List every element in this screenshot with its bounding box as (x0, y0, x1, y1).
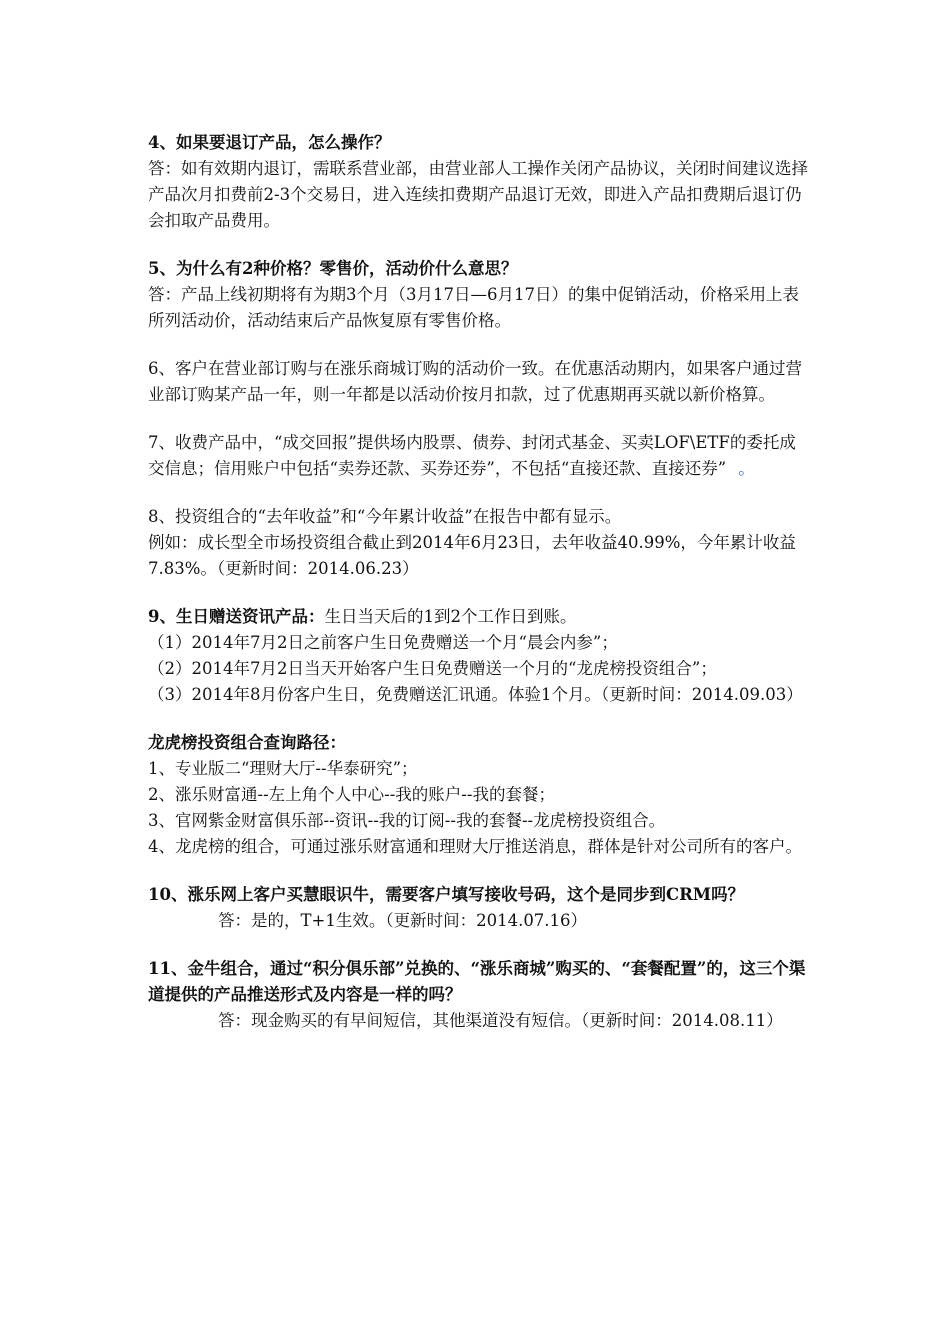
question-11: 11、金牛组合，通过“积分俱乐部”兑换的、“涨乐商城”购买的、“套餐配置”的，这三个渠道提供的产品推送形式及内容是一样的吗？ (148, 959, 806, 1004)
faq-item-9 (148, 604, 808, 708)
paragraph-8: 8、投资组合的“去年收益”和“今年累计收益”在报告中都有显示。 (148, 507, 622, 526)
paragraph-7-text: 7、收费产品中，“成交回报”提供场内股票、债券、封闭式基金、买卖LOF\ETF的委托成交信息；信用账户中包括“卖券还款、买券还券”，不包括“直接还款、直接还券” (148, 433, 796, 478)
query-path-heading: 龙虎榜投资组合查询路径： (148, 733, 346, 752)
query-path-3: 3、官网紫金财富俱乐部--资讯--我的订阅--我的套餐--龙虎榜投资组合。 (148, 811, 666, 830)
faq-item-8 (148, 504, 808, 582)
answer-11: 答：现金购买的有早间短信，其他渠道没有短信。（更新时间：2014.08.11） (218, 1011, 783, 1030)
faq-item-7 (148, 430, 808, 482)
query-path-4: 4、龙虎榜的组合，可通过涨乐财富通和理财大厅推送消息，群体是针对公司所有的客户。 (148, 837, 802, 856)
list-item-9-1: （1）2014年7月2日之前客户生日免费赠送一个月“晨会内参”； (148, 633, 618, 652)
paragraph-7 (148, 430, 808, 482)
paragraph-7-mark: 。 (738, 459, 755, 478)
answer-4: 答：如有效期内退订，需联系营业部，由营业部人工操作关闭产品协议，关闭时间建议选择产品次月扣费前2-3个交易日，进入连续扣费期产品退订无效，即进入产品扣费期后退订仍会扣取产品费用。 (148, 159, 808, 230)
question-9 (148, 604, 808, 630)
faq-item-5 (148, 256, 808, 334)
answer-10: 答：是的，T+1生效。（更新时间：2014.07.16） (218, 911, 588, 930)
query-path-section (148, 730, 808, 860)
question-5: 5、为什么有2种价格？零售价，活动价什么意思？ (148, 259, 518, 278)
paragraph-6: 6、客户在营业部订购与在涨乐商城订购的活动价一致。在优惠活动期内，如果客户通过营业部订购某产品一年，则一年都是以活动价按月扣款，过了优惠期再买就以新价格算。 (148, 359, 802, 404)
list-item-9-3: （3）2014年8月份客户生日，免费赠送汇讯通。体验1个月。（更新时间：2014.09.03） (148, 685, 803, 704)
faq-item-6 (148, 356, 808, 408)
question-9-title: 9、生日赠送资讯产品： (148, 607, 325, 626)
query-path-2: 2、涨乐财富通--左上角个人中心--我的账户--我的套餐； (148, 785, 555, 804)
faq-item-4 (148, 130, 808, 234)
question-4: 4、如果要退订产品，怎么操作？ (148, 133, 391, 152)
example-8: 例如：成长型全市场投资组合截止到2014年6月23日，去年收益40.99%，今年累计收益7.83%。（更新时间：2014.06.23） (148, 533, 796, 578)
document-page (148, 130, 808, 1034)
faq-item-11 (148, 956, 808, 1034)
list-item-9-2: （2）2014年7月2日当天开始客户生日免费赠送一个月的“龙虎榜投资组合”； (148, 659, 717, 678)
query-path-1: 1、专业版二“理财大厅--华泰研究”； (148, 759, 418, 778)
faq-item-10 (148, 882, 808, 934)
answer-5: 答：产品上线初期将有为期3个月（3月17日—6月17日）的集中促销活动，价格采用上表所列活动价，活动结束后产品恢复原有零售价格。 (148, 285, 799, 330)
question-10: 10、涨乐网上客户买慧眼识牛，需要客户填写接收号码，这个是同步到CRM吗？ (148, 885, 745, 904)
question-9-text: 生日当天后的1到2个工作日到账。 (324, 607, 577, 626)
